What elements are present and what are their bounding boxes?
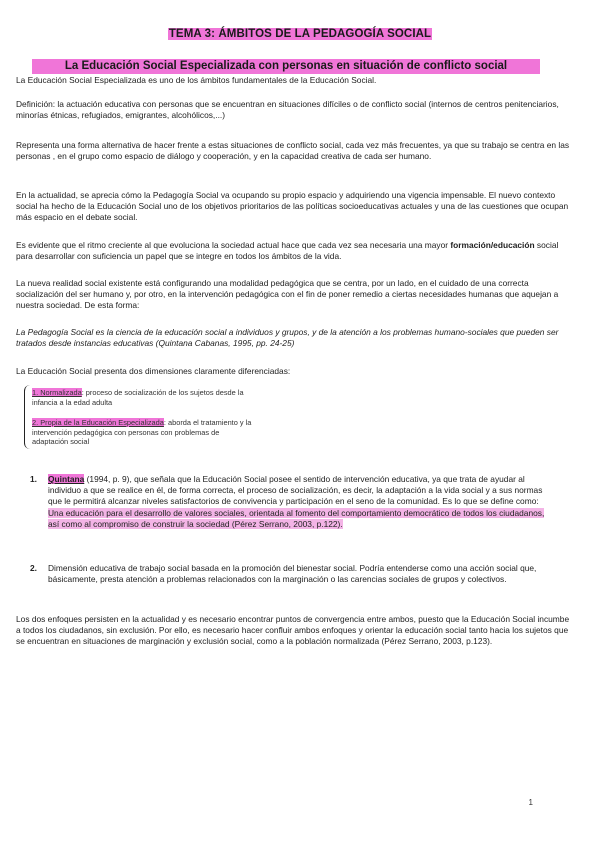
dimension-2-text: : aborda el tratamiento y la intervención pedagógica con personas con problemas de adaptación social [32,418,252,447]
page-title [0,28,600,40]
dimension-especializada [32,418,252,447]
intro-text: La Educación Social Especializada es uno de los ámbitos fundamentales de la Educación Social. [16,75,377,85]
closing-text: Los dos enfoques persisten en la actualidad y es necesario encontrar puntos de convergencia entre ambos, puesto que la Educación Social incumbe a todos los ciudadanos, sin exclusión. Por ello, es necesario hacer confluir ambos enfoques y orientar la educación social tanto hacia los sujetos que se encuentran en situaciones de marginación y exclusión social, como a la población normalizada (Pérez Serrano, 2003, p.123). [16,614,570,647]
evidente-text [16,240,576,262]
evidente-bold: formación/educación [450,240,535,250]
list-item-1-highlight: Una educación para el desarrollo de valores sociales, orientada al fomento del comportamiento democrático de todos los ciudadanos, así como al compromiso de construir la sociedad (Pérez Serrano, 2003, p.122). [48,507,545,529]
definition-text: Definición: la actuación educativa con personas que se encuentran en situaciones difíciles o de conflicto social (internos de centros penitenciarios, minorías étnicas, refugiados, emigrantes, alcohólicos,...) [16,99,559,121]
list-item-2-text: Dimensión educativa de trabajo social basada en la promoción del bienestar social. Podría entenderse como una acción social que, básicamente, presta atención a problemas relacionados con la marginación o las carencias sociales de grupos y colectivos. [48,563,537,585]
evidente-part-b: social para desarrollar con suficiencia un papel que se integre en todos los ámbitos de la vida. [16,240,559,262]
dimension-2-label: 2. Propia de la Educación Especializada [32,418,164,427]
list-number-1: 1. [30,474,37,484]
nueva-text: La nueva realidad social existente está configurando una modalidad pedagógica que se centra, por un lado, en el cuidado de una correcta socialización del ser humano y, por otro, en la intervención pedagógica con el fin de poner remedio a ciertas necesidades humanas que aquejan a nuestra sociedad. De esta forma: [16,278,559,311]
nueva-paragraph [16,278,576,312]
alternative-paragraph [16,140,576,162]
list-item-1-body: (1994, p. 9), que señala que la Educación Social posee el sentido de intervención educativa, ya que trata de ayudar al individuo a que se realice en él, de forma correcta, el proceso de socialización, es decir, la adaptación a la vida social y a sus normas que le permitirá alcanzar niveles satisfactorios de convivencia y participación en el seno de la comunidad. Es lo que se define como: [48,474,543,507]
quote-text: La Pedagogía Social es la ciencia de la educación social a individuos y grupos, y de la atención a los problemas humano-sociales que pueden ser tratados desde instancias educativas (Quintana Cabanas, 1995, pp. 24-25) [16,327,559,349]
list-number-2: 2. [30,563,37,573]
page-title-text: TEMA 3: ÁMBITOS DE LA PEDAGOGÍA SOCIAL [168,28,432,40]
closing-paragraph [16,614,576,648]
definition-paragraph [16,99,576,121]
author-quintana: Quintana [48,474,85,484]
list-item-dimension-educativa [30,563,550,585]
dimension-1-label: 1. Normalizada [32,388,82,397]
dimensiones-paragraph [16,366,576,377]
intro-paragraph [16,75,576,86]
evidente-part-a: Es evidente que el ritmo creciente al que evoluciona la sociedad actual hace que cada vez sea necesaria una mayor [16,240,451,250]
evidente-paragraph [16,240,576,262]
page-number: 1 [528,798,533,807]
actualidad-paragraph [16,190,576,224]
dimension-1-text: : proceso de socialización de los sujetos desde la infancia a la edad adulta [32,388,244,407]
list-item-quintana [30,474,550,530]
list-item-1-text [48,474,550,530]
quote-paragraph [16,327,576,349]
alternative-text: Representa una forma alternativa de hacer frente a estas situaciones de conflicto social, cada vez más frecuentes, ya que su trabajo se centra en las personas , en el grupo como espacio de diálogo y cooperación, y en la capacidad creativa de cada ser humano. [16,140,570,162]
section-subtitle: La Educación Social Especializada con personas en situación de conflicto social [32,59,540,74]
dimension-normalizada [32,388,252,407]
actualidad-text: En la actualidad, se aprecia cómo la Pedagogía Social va ocupando su propio espacio y adquiriendo una vigencia impensable. El nuevo contexto social ha hecho de la Educación Social uno de los objetivos prioritarios de las políticas socioeducativas actuales y una de las cuestiones que ocupan más espacio en el debate social. [16,190,569,223]
dimensiones-text: La Educación Social presenta dos dimensiones claramente diferenciadas: [16,366,291,376]
